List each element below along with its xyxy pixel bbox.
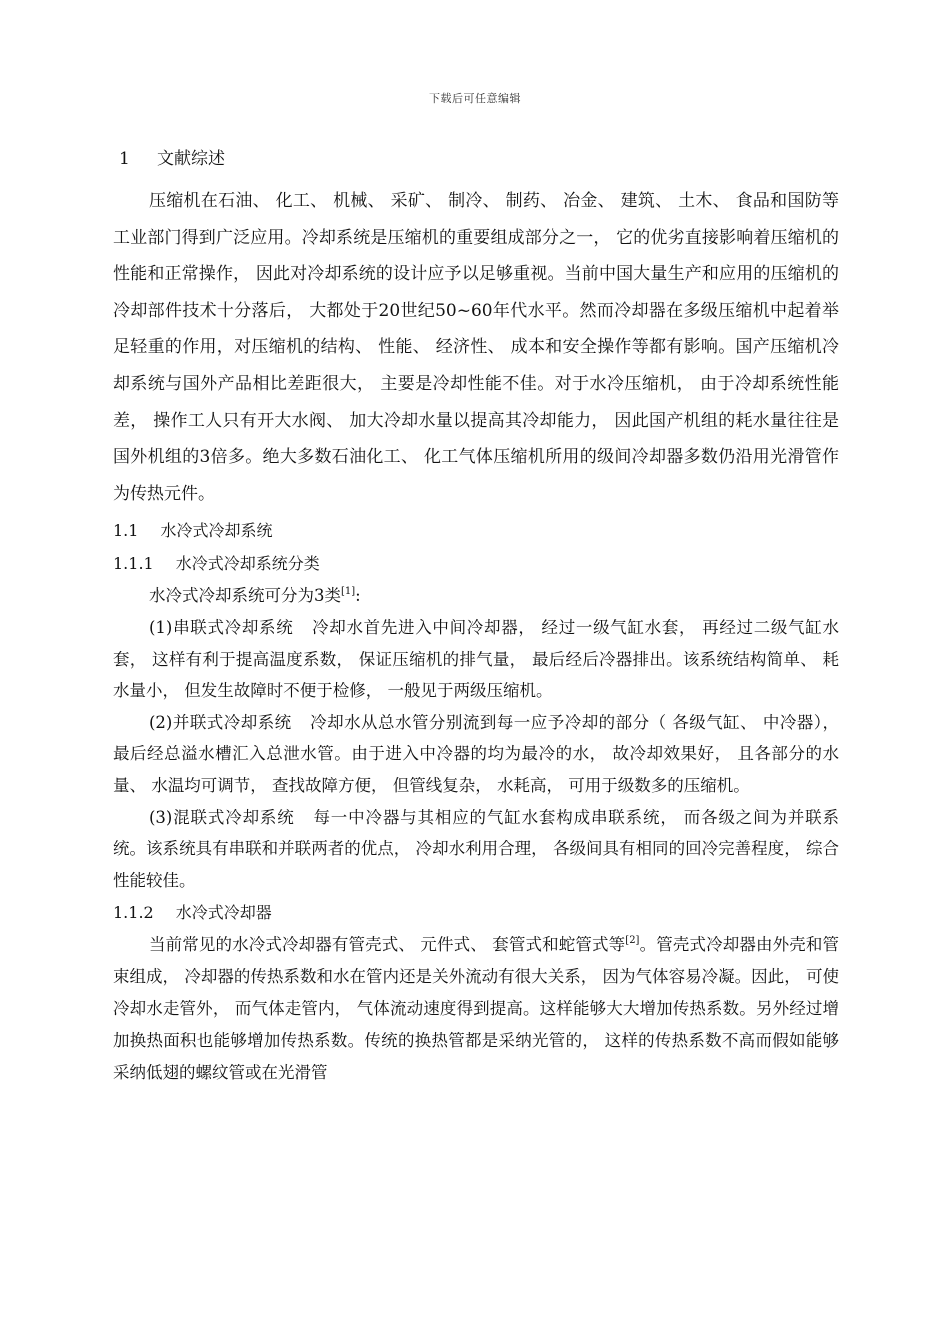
page-header: 下载后可任意编辑 — [429, 92, 521, 105]
section-number: 1.1.1 — [113, 554, 154, 574]
citation-ref: [1] — [341, 586, 356, 598]
section-title: 水冷式冷却系统 — [160, 521, 273, 541]
section-number: 1 — [119, 149, 130, 169]
lead-colon: : — [355, 586, 361, 606]
section-heading-1 — [113, 143, 839, 175]
item-label: (3)混联式冷却系统 — [149, 807, 295, 827]
intro-paragraph: 压缩机在石油、 化工、 机械、 采矿、 制冷、 制药、 冶金、 建筑、 土木、 食品和国防等工业部门得到广泛应用。冷却系统是压缩机的重要组成部分之一， 它的优劣直接影响着压缩机的性能和正常操作， 因此对冷却系统的设计应予以足够重视。当前中国大量生产和应用的压缩机的冷却部件技术十分落后， 大都处于20世纪50~60年代水平。然而冷却器在多级压缩机中起着举足轻重的作用，对压缩机的结构、 性能、 经济性、 成本和安全操作等都有影响。国产压缩机冷却系统与国外产品相比差距很大， 主要是冷却性能不佳。对于水冷压缩机， 由于冷却系统性能差， 操作工人只有开大水阀、 加大冷却水量以提高其冷却能力， 因此国产机组的耗水量往往是国外机组的3倍多。绝大多数石油化工、 化工气体压缩机所用的级间冷却器多数仍沿用光滑管作为传热元件。 — [113, 191, 839, 504]
citation-ref: [2] — [625, 935, 640, 947]
paragraph-text-a: 当前常见的水冷式冷却器有管壳式、 元件式、 套管式和蛇管式等 — [149, 935, 626, 955]
paragraph-text-b: 。管壳式冷却器由外壳和管束组成， 冷却器的传热系数和水在管内还是关外流动有很大关系， 因为气体容易冷凝。因此， 可使冷却水走管外， 而气体走管内， 气体流动速度得到提高。这样能够大大增加传热系数。另外经过增加换热面积也能够增加传热系数。传统的换热管都是采纳光管的， 这样的传热系数不高而假如能够采纳低翅的螺纹管或在光滑管 — [113, 935, 839, 1083]
item-text: 冷却水从总水管分别流到每一应予冷却的部分（ 各级气缸、 中冷器）， 最后经总溢水槽汇入总泄水管。由于进入中冷器的均为最冷的水， 故冷却效果好， 且各部分的水量、 水温均可调节， 查找故障方便， 但管线复杂， 水耗高， 可用于级数多的压缩机。 — [113, 712, 839, 795]
section-number: 1.1 — [113, 521, 139, 541]
section-title: 水冷式冷却器 — [175, 903, 272, 923]
cooler-paragraph — [113, 929, 839, 1089]
section-number: 1.1.2 — [113, 903, 154, 923]
list-item-series-cooling — [113, 612, 839, 707]
section-heading-1-1 — [113, 514, 839, 547]
document-body — [113, 143, 839, 1089]
list-item-mixed-cooling — [113, 802, 839, 897]
section-title: 水冷式冷却系统分类 — [175, 554, 320, 574]
section-title: 文献综述 — [157, 149, 225, 169]
item-label: (2)并联式冷却系统 — [149, 712, 292, 732]
classification-lead — [113, 580, 839, 612]
section-heading-1-1-2 — [113, 896, 839, 929]
section-heading-1-1-1 — [113, 547, 839, 580]
item-label: (1)串联式冷却系统 — [149, 617, 294, 637]
item-text: 每一中冷器与其相应的气缸水套构成串联系统， 而各级之间为并联系统。该系统具有串联和并联两者的优点， 冷却水利用合理， 各级间具有相同的回冷完善程度， 综合性能较佳。 — [113, 807, 840, 890]
list-item-parallel-cooling — [113, 707, 839, 802]
lead-text: 水冷式冷却系统可分为3类 — [149, 586, 341, 606]
item-text: 冷却水首先进入中间冷却器， 经过一级气缸水套， 再经过二级气缸水套， 这样有利于提高温度系数， 保证压缩机的排气量， 最后经后冷器排出。该系统结构简单、 耗水量小， 但发生故障时不便于检修， 一般见于两级压缩机。 — [113, 617, 839, 701]
